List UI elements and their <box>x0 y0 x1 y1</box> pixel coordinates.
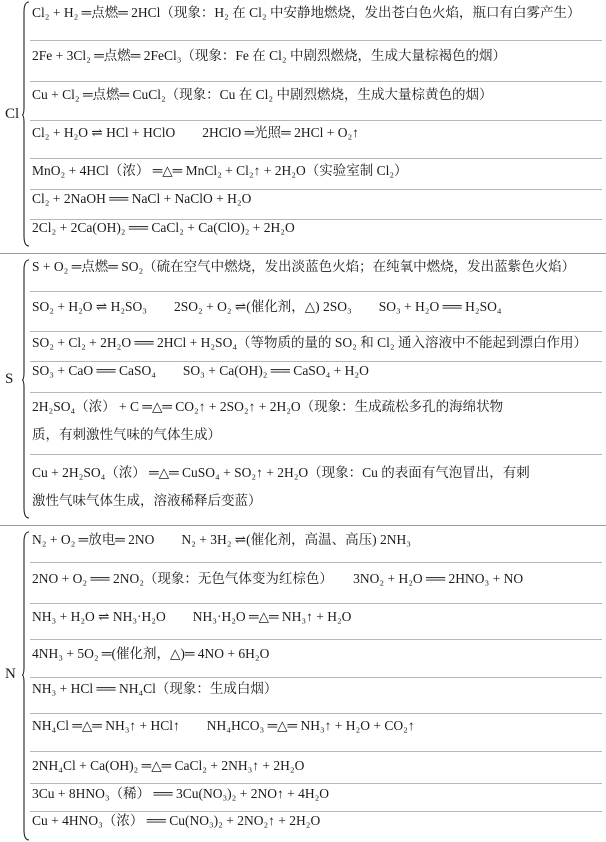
ruled-line <box>30 603 602 604</box>
equation-line: 2NH₄Cl + Ca(OH)₂ ═△═ CaCl₂ + 2NH₃↑ + 2H₂O <box>32 758 305 773</box>
equation-line: Cl₂ + 2NaOH ══ NaCl + NaClO + H₂O <box>32 191 252 206</box>
equation-line: Cu + 2H₂SO₄（浓） ═△═ CuSO₄ + SO₂↑ + 2H₂O（现象：Cu 的表面有气泡冒出，有刺 <box>32 465 530 480</box>
ruled-line <box>30 677 602 678</box>
equation-line: 2Cl₂ + 2Ca(OH)₂ ══ CaCl₂ + Ca(ClO)₂ + 2H₂O <box>32 220 295 235</box>
curly-brace <box>22 0 30 248</box>
ruled-line <box>30 81 602 82</box>
equation-line: 质，有刺激性气味的气体生成） <box>32 427 221 442</box>
ruled-line <box>30 291 602 292</box>
equation-line: Cu + Cl₂ ═点燃═ CuCl₂（现象：Cu 在 Cl₂ 中剧烈燃烧，生成大量棕黄色的烟） <box>32 87 493 102</box>
equation-line: 3Cu + 8HNO₃（稀） ══ 3Cu(NO₃)₂ + 2NO↑ + 4H₂O <box>32 786 330 801</box>
ruled-line <box>30 40 602 41</box>
equation-line: NH₄Cl ═△═ NH₃↑ + HCl↑ NH₄HCO₃ ═△═ NH₃↑ + H₂O + CO₂↑ <box>32 718 415 733</box>
ruled-line <box>30 454 602 455</box>
equation-line: Cu + 4HNO₃（浓） ══ Cu(NO₃)₂ + 2NO₂↑ + 2H₂O <box>32 813 321 828</box>
section-label: Cl <box>5 106 20 122</box>
section-cl <box>0 0 606 248</box>
ruled-line <box>30 562 602 563</box>
ruled-line <box>30 120 602 121</box>
equation-line: Cl₂ + H₂O ⇌ HCl + HClO 2HClO ═光照═ 2HCl + O₂↑ <box>32 125 359 140</box>
equation-line: SO₃ + CaO ══ CaSO₄ SO₃ + Ca(OH)₂ ══ CaSO₄ + H₂O <box>32 363 369 378</box>
equation-line: 2H₂SO₄（浓） + C ═△═ CO₂↑ + 2SO₂↑ + 2H₂O（现象：生成疏松多孔的海绵状物 <box>32 399 504 414</box>
equation-line: SO₂ + Cl₂ + 2H₂O ══ 2HCl + H₂SO₄（等物质的量的 SO₂ 和 Cl₂ 通入溶液中不能起到漂白作用） <box>32 335 587 350</box>
equation-line: SO₂ + H₂O ⇌ H₂SO₃ 2SO₂ + O₂ ⇌(催化剂，△) 2SO₃ SO₃ + H₂O ══ H₂SO₄ <box>32 299 502 314</box>
equation-line: MnO₂ + 4HCl（浓） ═△═ MnCl₂ + Cl₂↑ + 2H₂O（实验室制 Cl₂） <box>32 163 408 178</box>
section-s <box>0 258 606 520</box>
ruled-line <box>30 158 602 159</box>
section-separator <box>0 253 606 254</box>
equation-line: N₂ + O₂ ═放电═ 2NO N₂ + 3H₂ ⇌(催化剂，高温、高压) 2NH₃ <box>32 532 411 547</box>
equation-line: NH₃ + H₂O ⇌ NH₃·H₂O NH₃·H₂O ═△═ NH₃↑ + H₂O <box>32 609 352 624</box>
ruled-line <box>30 751 602 752</box>
section-label: N <box>5 666 16 682</box>
equation-line: 激性气味气体生成，溶液稀释后变蓝） <box>32 493 262 508</box>
ruled-line <box>30 783 602 784</box>
equation-line: Cl₂ + H₂ ═点燃═ 2HCl（现象：H₂ 在 Cl₂ 中安静地燃烧，发出苍白色火焰，瓶口有白雾产生） <box>32 5 581 20</box>
equation-line: 4NH₃ + 5O₂ ═(催化剂，△)═ 4NO + 6H₂O <box>32 646 270 661</box>
section-n <box>0 530 606 842</box>
ruled-line <box>30 392 602 393</box>
curly-brace <box>22 530 30 842</box>
ruled-line <box>30 639 602 640</box>
ruled-line <box>30 331 602 332</box>
section-label: S <box>5 371 14 387</box>
equation-line: 2Fe + 3Cl₂ ═点燃═ 2FeCl₃（现象：Fe 在 Cl₂ 中剧烈燃烧，生成大量棕褐色的烟） <box>32 48 507 63</box>
section-separator <box>0 525 606 526</box>
equation-line: 2NO + O₂ ══ 2NO₂（现象：无色气体变为红棕色） 3NO₂ + H₂O ══ 2HNO₃ + NO <box>32 571 524 586</box>
equation-line: NH₃ + HCl ══ NH₄Cl（现象：生成白烟） <box>32 681 278 696</box>
curly-brace <box>22 258 30 520</box>
equation-line: S + O₂ ═点燃═ SO₂（硫在空气中燃烧，发出淡蓝色火焰；在纯氧中燃烧，发出蓝紫色火焰） <box>32 259 576 274</box>
ruled-line <box>30 713 602 714</box>
